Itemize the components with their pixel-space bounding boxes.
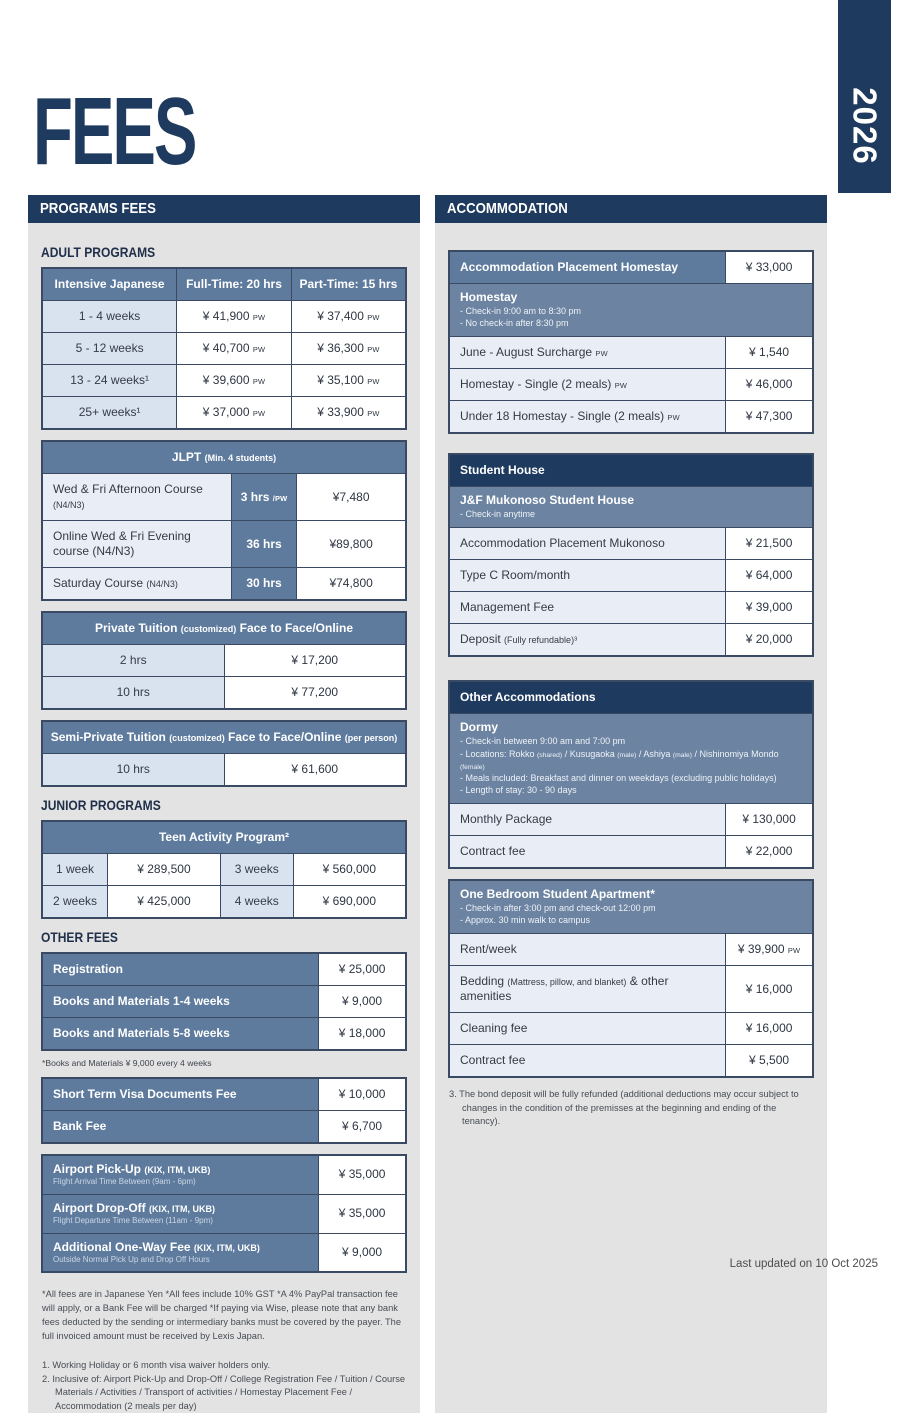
cell-subline: - No check-in after 8:30 pm <box>460 318 569 329</box>
value-cell <box>319 1155 406 1194</box>
cell-text: 36 hrs <box>246 536 282 551</box>
cell-text: Dormy <box>460 720 499 735</box>
cell-text: ¥89,800 <box>329 536 373 551</box>
value-cell <box>297 521 406 568</box>
table-row <box>449 934 813 966</box>
cell-text: ¥ 35,000 <box>338 1206 386 1221</box>
table-row <box>42 268 406 301</box>
value-cell <box>108 886 221 919</box>
cell-text: Contract fee <box>460 1053 526 1068</box>
cell-text: ¥7,480 <box>332 489 370 504</box>
value-cell <box>297 568 406 601</box>
cell-text: ¥ 289,500 <box>137 862 191 876</box>
cell-text: 2 hrs <box>119 653 147 667</box>
value-cell <box>319 1078 406 1111</box>
label-cell <box>42 365 177 397</box>
cell-text: Other Accommodations <box>460 690 596 705</box>
cell-text: ¥74,800 <box>329 576 373 590</box>
footnote-2: 2. Inclusive of: Airport Pick-Up and Drop-Off / College Registration Fee / Tuition / Course Materials / Activities / Transport of activities / Homestay Placement Fee / Accommodation (2 meals per day) <box>42 1373 406 1411</box>
table-row <box>449 487 813 528</box>
label-cell <box>42 754 224 787</box>
cell-text: ¥ 33,900 PW <box>317 405 380 419</box>
table-subheader-cell <box>449 880 813 934</box>
cell-text: ¥ 40,700 PW <box>202 341 266 355</box>
label-cell <box>449 624 726 657</box>
table-row <box>42 821 406 854</box>
cell-text: 13 - 24 weeks¹ <box>70 373 149 387</box>
column-header-cell <box>42 441 406 474</box>
label-cell <box>42 1078 319 1111</box>
value-cell <box>319 1111 406 1144</box>
cell-text: Airport Drop-Off (KIX, ITM, UKB) <box>53 1200 215 1215</box>
table-row <box>42 441 406 474</box>
cell-text: 5 - 12 weeks <box>75 341 144 355</box>
value-cell <box>293 854 406 886</box>
column-header-cell <box>42 821 406 854</box>
column-header-cell <box>177 268 292 301</box>
student-house-table <box>448 453 814 657</box>
value-cell <box>319 1194 406 1233</box>
cell-text: Intensive Japanese <box>54 277 165 291</box>
cell-text: Accommodation Placement Homestay <box>460 260 679 274</box>
label-cell <box>42 886 108 919</box>
cell-text: 2 weeks <box>52 894 98 908</box>
label-cell <box>42 1233 319 1272</box>
table-row <box>42 1018 406 1051</box>
table-row <box>42 568 406 601</box>
cell-text: Teen Activity Program² <box>158 830 290 844</box>
cell-subline: - Check-in 9:00 am to 8:30 pm <box>460 306 582 316</box>
value-cell <box>726 401 813 434</box>
adult-programs-table <box>41 267 407 430</box>
last-updated: Last updated on 10 Oct 2025 <box>729 1258 878 1270</box>
other-accommodations-table <box>448 680 814 869</box>
semi-private-tuition-table <box>41 720 407 787</box>
table-row <box>449 804 813 836</box>
value-cell <box>726 1013 813 1045</box>
year-tab <box>838 0 891 193</box>
footnote-3: 3. The bond deposit will be fully refunded (additional deductions may occur subject to changes in the condition of the premisses at the beginning and ending of the tenancy). <box>449 1089 799 1127</box>
table-row <box>449 714 813 804</box>
value-cell <box>726 528 813 560</box>
cell-text: ¥ 22,000 <box>745 844 793 859</box>
cell-text: Airport Pick-Up (KIX, ITM, UKB) <box>53 1162 211 1176</box>
cell-text: ¥ 16,000 <box>745 981 793 996</box>
value-cell <box>726 592 813 624</box>
table-row <box>42 1111 406 1144</box>
value-cell <box>726 934 813 966</box>
table-row <box>42 953 406 986</box>
cell-text: Wed & Fri Afternoon Course (N4/N3) <box>53 482 203 510</box>
cell-text: ¥ 560,000 <box>322 862 377 876</box>
label-cell <box>449 401 726 434</box>
table-row <box>42 1078 406 1111</box>
value-cell <box>177 301 292 333</box>
cell-text: 10 hrs <box>116 685 150 699</box>
table-row <box>449 369 813 401</box>
table-row <box>449 337 813 369</box>
cell-text: June - August Surcharge PW <box>460 345 608 360</box>
label-cell <box>42 301 177 333</box>
cell-text: Rent/week <box>460 942 517 957</box>
section-heading-junior-programs: JUNIOR PROGRAMS <box>41 797 161 813</box>
value-cell <box>726 836 813 869</box>
table-row <box>449 1013 813 1045</box>
registration-books-table-holder <box>41 952 407 1051</box>
cell-text: ¥ 21,500 <box>745 536 793 551</box>
books-materials-note: *Books and Materials ¥ 9,000 every 4 weeks <box>42 1058 212 1068</box>
programs-fees-header <box>28 195 420 223</box>
table-row <box>449 251 813 284</box>
table-row <box>42 986 406 1018</box>
table-row <box>42 301 406 333</box>
table-row <box>42 721 406 754</box>
cell-text: Student House <box>460 463 545 478</box>
value-cell <box>177 365 292 397</box>
value-cell <box>177 333 292 365</box>
cell-text: ¥ 46,000 <box>745 377 793 392</box>
cell-text: ¥ 35,100 PW <box>317 373 380 387</box>
label-cell <box>449 804 726 836</box>
value-cell <box>319 1233 406 1272</box>
cell-text: Books and Materials 5-8 weeks <box>53 1026 230 1040</box>
label-cell <box>42 1111 319 1144</box>
hours-cell <box>231 474 297 521</box>
cell-text: ¥ 10,000 <box>338 1087 386 1101</box>
cell-text: Full-Time: 20 hrs <box>186 277 282 291</box>
footnote-1: 1. Working Holiday or 6 month visa waiver holders only. <box>42 1360 271 1371</box>
table-row <box>42 474 406 521</box>
cell-text: Management Fee <box>460 600 555 615</box>
label-cell <box>449 337 726 369</box>
private-tuition-table-holder <box>41 611 407 710</box>
table-row <box>449 401 813 434</box>
homestay-table <box>448 250 814 434</box>
cell-text: Under 18 Homestay - Single (2 meals) PW <box>460 409 680 424</box>
table-row <box>449 528 813 560</box>
value-cell <box>726 624 813 657</box>
cell-text: Books and Materials 1-4 weeks <box>53 994 230 1008</box>
table-row <box>42 521 406 568</box>
value-cell <box>726 337 813 369</box>
cell-text: ¥ 5,500 <box>749 1053 790 1068</box>
table-row <box>42 754 406 787</box>
label-cell <box>449 836 726 869</box>
student-house-table-holder <box>448 453 814 657</box>
table-row <box>449 880 813 934</box>
table-row <box>42 1194 406 1233</box>
cell-text: ¥ 17,200 <box>291 653 339 667</box>
cell-subline: Flight Arrival Time Between (9am - 6pm) <box>53 1177 196 1186</box>
label-cell <box>449 592 726 624</box>
programs-fees-body <box>28 223 420 1413</box>
cell-text: ¥ 39,900 PW <box>737 942 801 957</box>
table-row <box>449 592 813 624</box>
fees-disclaimer: *All fees are in Japanese Yen *All fees include 10% GST *A 4% PayPal transaction fee will apply, or a Bank Fee will be charged *If paying via Wise, please note that any bank fees deducted by the sending or intermediary banks must be covered by the payer. The full invoiced amount must be received by Lexis Japan. <box>42 1289 402 1342</box>
year-tab-label: 2026 <box>846 86 884 165</box>
table-row <box>42 1233 406 1272</box>
cell-text: One Bedroom Student Apartment* <box>460 887 655 902</box>
table-row <box>449 836 813 869</box>
cell-subline: - Check-in anytime <box>460 509 536 520</box>
label-cell <box>42 1194 319 1233</box>
table-row <box>42 397 406 430</box>
value-cell <box>224 645 406 677</box>
visa-bank-table <box>41 1077 407 1144</box>
label-cell <box>449 528 726 560</box>
cell-text: 3 weeks <box>234 862 279 876</box>
column-header-cell <box>42 268 177 301</box>
label-cell <box>42 397 177 430</box>
value-cell <box>291 333 406 365</box>
cell-text: Bank Fee <box>53 1119 107 1133</box>
accommodation-header-label: ACCOMMODATION <box>447 200 568 217</box>
column-header-cell <box>291 268 406 301</box>
label-cell <box>220 886 293 919</box>
cell-text: Accommodation Placement Mukonoso <box>460 536 665 551</box>
cell-text: 1 - 4 weeks <box>78 309 141 323</box>
table-row <box>449 454 813 487</box>
cell-text: ¥ 37,000 PW <box>202 405 266 419</box>
label-cell <box>449 560 726 592</box>
cell-text: ¥ 39,000 <box>745 600 793 615</box>
cell-text: Semi-Private Tuition (customized) Face to Face/Online (per person) <box>50 730 398 744</box>
homestay-table-holder <box>448 250 814 434</box>
cell-subline: Flight Departure Time Between (11am - 9pm) <box>53 1215 213 1225</box>
table-title-cell <box>449 681 813 714</box>
value-cell <box>108 854 221 886</box>
cell-text: ¥ 36,300 PW <box>317 341 380 355</box>
label-cell <box>42 1155 319 1194</box>
cell-text: ¥ 47,300 <box>745 409 793 424</box>
value-cell <box>726 369 813 401</box>
cell-subline: - Locations: Rokko (shared) / Kusugaoka (male) / Ashiya (male) / Nishinomiya Mondo (female) <box>460 748 779 771</box>
cell-text: Additional One-Way Fee (KIX, ITM, UKB) <box>53 1239 260 1254</box>
value-cell <box>726 560 813 592</box>
label-cell <box>42 645 224 677</box>
cell-text: 1 week <box>55 862 95 876</box>
table-row <box>42 886 406 919</box>
value-cell <box>293 886 406 919</box>
hours-cell <box>231 521 297 568</box>
value-cell <box>726 804 813 836</box>
label-cell <box>42 953 319 986</box>
cell-text: ¥ 25,000 <box>338 962 386 976</box>
cell-text: Saturday Course (N4/N3) <box>53 576 178 590</box>
value-cell <box>224 754 406 787</box>
cell-text: ¥ 61,600 <box>291 762 339 776</box>
teen-activity-table-holder <box>41 820 407 919</box>
cell-subline: Outside Normal Pick Up and Drop Off Hours <box>53 1254 210 1264</box>
cell-text: 30 hrs <box>246 576 282 590</box>
label-cell <box>42 677 224 710</box>
table-row <box>449 560 813 592</box>
cell-text: JLPT (Min. 4 students) <box>171 450 277 464</box>
label-cell <box>42 1018 319 1051</box>
adult-programs-table-holder <box>41 267 407 430</box>
semi-private-tuition-table-holder <box>41 720 407 787</box>
accommodation-panel <box>435 195 827 1413</box>
value-cell <box>291 397 406 430</box>
cell-text: ¥ 690,000 <box>322 894 377 908</box>
table-row <box>42 645 406 677</box>
label-cell <box>220 854 293 886</box>
programs-fees-panel <box>28 195 420 1413</box>
content-columns <box>28 195 828 1413</box>
table-row <box>449 284 813 337</box>
cell-text: ¥ 20,000 <box>745 632 793 647</box>
label-cell <box>42 474 231 521</box>
table-row <box>42 612 406 645</box>
cell-text: ¥ 37,400 PW <box>317 309 380 323</box>
label-cell <box>449 934 726 966</box>
cell-subline: - Check-in after 3:00 pm and check-out 12:00 pm <box>460 903 656 914</box>
label-cell <box>449 369 726 401</box>
value-cell <box>177 397 292 430</box>
label-cell <box>449 1013 726 1045</box>
table-row <box>449 624 813 657</box>
table-row <box>42 365 406 397</box>
one-bedroom-apartment-table-holder <box>448 879 814 1078</box>
cell-text: ¥ 35,000 <box>338 1167 386 1182</box>
cell-text: 4 weeks <box>234 894 279 908</box>
hours-cell <box>231 568 297 601</box>
value-cell <box>291 365 406 397</box>
cell-text: 25+ weeks¹ <box>78 405 141 419</box>
cell-text: ¥ 77,200 <box>291 685 339 699</box>
table-subheader-cell <box>449 714 813 804</box>
cell-subline: - Meals included: Breakfast and dinner on weekdays (excluding public holidays) <box>460 772 777 783</box>
value-cell <box>726 1045 813 1078</box>
value-cell <box>224 677 406 710</box>
label-cell <box>42 568 231 601</box>
cell-text: Deposit (Fully refundable)³ <box>460 632 578 647</box>
label-cell <box>42 333 177 365</box>
cell-subline: - Length of stay: 30 - 90 days <box>460 784 577 795</box>
visa-bank-table-holder <box>41 1077 407 1144</box>
label-cell <box>42 986 319 1018</box>
cell-text: Online Wed & Fri Evening course (N4/N3) <box>53 529 191 558</box>
accommodation-body <box>435 223 827 1129</box>
cell-subline: - Check-in between 9:00 am and 7:00 pm <box>460 736 626 747</box>
airport-transfer-table <box>41 1154 407 1273</box>
cell-text: Part-Time: 15 hrs <box>299 277 398 291</box>
table-row <box>42 677 406 710</box>
cell-text: Short Term Visa Documents Fee <box>53 1087 237 1101</box>
table-row <box>449 681 813 714</box>
label-cell <box>449 1045 726 1078</box>
cell-text: Homestay <box>460 290 518 304</box>
teen-activity-table <box>41 820 407 919</box>
section-heading-adult-programs: ADULT PROGRAMS <box>41 244 156 260</box>
jlpt-table <box>41 440 407 601</box>
cell-text: ¥ 130,000 <box>742 812 796 827</box>
label-cell <box>42 854 108 886</box>
other-accommodations-table-holder <box>448 680 814 869</box>
cell-text: ¥ 1,540 <box>749 345 790 360</box>
table-subheader-cell <box>449 284 813 337</box>
value-cell <box>319 953 406 986</box>
value-cell <box>319 1018 406 1051</box>
cell-text: Homestay - Single (2 meals) PW <box>460 377 628 392</box>
programs-fees-header-label: PROGRAMS FEES <box>40 200 156 217</box>
table-title-cell <box>449 454 813 487</box>
cell-text: J&F Mukonoso Student House <box>460 493 634 508</box>
cell-text: ¥ 18,000 <box>338 1026 386 1040</box>
table-row <box>449 966 813 1013</box>
cell-subline: - Approx. 30 min walk to campus <box>460 915 591 926</box>
value-cell <box>297 474 406 521</box>
cell-text: ¥ 425,000 <box>137 894 191 908</box>
value-cell <box>291 301 406 333</box>
cell-text: Private Tuition (customized) Face to Face/Online <box>94 621 353 635</box>
label-cell <box>449 966 726 1013</box>
label-cell <box>42 521 231 568</box>
page-title: FEES <box>33 78 196 185</box>
cell-text: ¥ 33,000 <box>745 260 793 274</box>
table-row <box>449 1045 813 1078</box>
airport-transfer-table-holder <box>41 1154 407 1273</box>
accommodation-header <box>435 195 827 223</box>
cell-text: Type C Room/month <box>460 568 571 583</box>
cell-text: ¥ 9,000 <box>342 1244 383 1259</box>
table-row <box>42 854 406 886</box>
cell-text: Registration <box>53 962 124 976</box>
cell-text: ¥ 64,000 <box>745 568 793 583</box>
cell-text: Cleaning fee <box>460 1021 528 1036</box>
cell-text: ¥ 6,700 <box>342 1119 383 1133</box>
table-subheader-cell <box>449 487 813 528</box>
jlpt-table-holder <box>41 440 407 601</box>
cell-text: 10 hrs <box>116 762 150 776</box>
cell-text: Bedding (Mattress, pillow, and blanket) & other amenities <box>460 974 669 1004</box>
cell-text: ¥ 41,900 PW <box>202 309 266 323</box>
table-row <box>42 333 406 365</box>
one-bedroom-apartment-table <box>448 879 814 1078</box>
registration-books-table <box>41 952 407 1051</box>
private-tuition-table <box>41 611 407 710</box>
label-cell <box>449 251 726 284</box>
table-row <box>42 1155 406 1194</box>
section-heading-other-fees: OTHER FEES <box>41 929 118 945</box>
cell-text: 3 hrs /PW <box>240 489 288 504</box>
value-cell <box>319 986 406 1018</box>
column-header-cell <box>42 721 406 754</box>
value-cell <box>726 966 813 1013</box>
cell-text: ¥ 9,000 <box>342 994 383 1008</box>
column-header-cell <box>42 612 406 645</box>
cell-text: ¥ 16,000 <box>745 1021 793 1036</box>
cell-text: Monthly Package <box>460 812 553 827</box>
cell-text: ¥ 39,600 PW <box>202 373 266 387</box>
value-cell <box>726 251 813 284</box>
cell-text: Contract fee <box>460 844 526 859</box>
